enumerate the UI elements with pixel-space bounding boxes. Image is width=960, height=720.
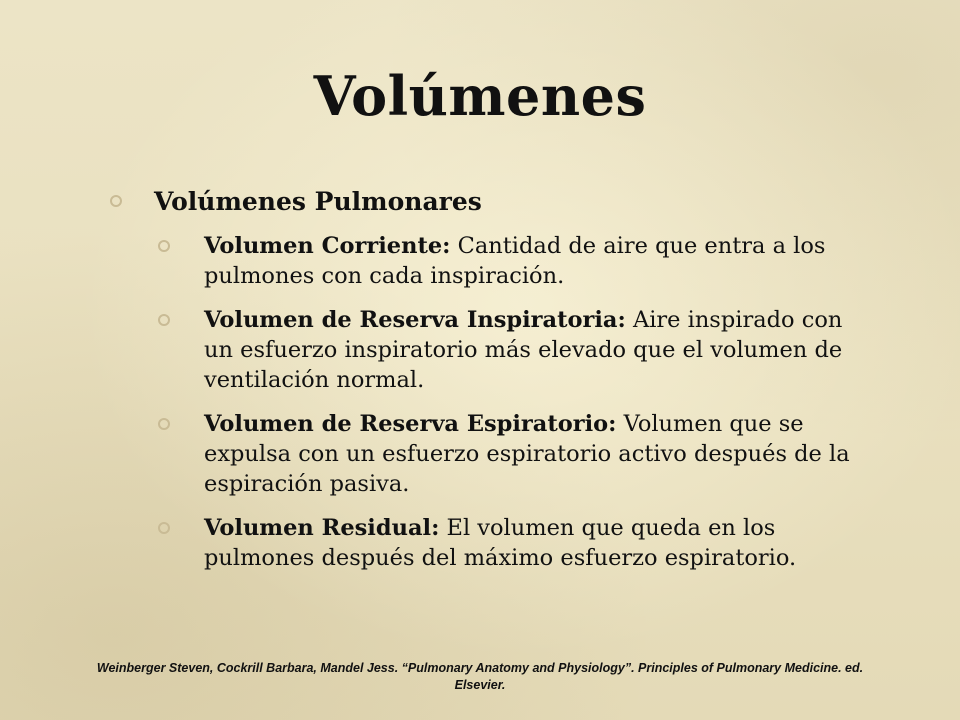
ring-bullet-icon [158, 522, 170, 534]
ring-bullet-icon [158, 314, 170, 326]
definition-item-reserva-inspiratoria [108, 305, 868, 395]
definition-text: Cantidad de aire que entra a los pulmones con cada inspiración. [204, 233, 826, 290]
definition-item-volumen-residual [108, 513, 868, 573]
section-heading-label: Volúmenes Pulmonares [154, 187, 482, 216]
definition-item-volumen-corriente [108, 231, 868, 291]
ring-bullet-icon [158, 240, 170, 252]
citation-footer: Weinberger Steven, Cockrill Barbara, Mandel Jess. “Pulmonary Anatomy and Physiology”. Principles of Pulmonary Medicine. ed. Elsevier. [96, 661, 864, 692]
definition-item-reserva-espiratorio [108, 409, 868, 499]
section-heading [108, 186, 868, 217]
definition-text: Aire inspirado con un esfuerzo inspiratorio más elevado que el volumen de ventilación normal. [204, 307, 843, 394]
definition-text: Volumen que se expulsa con un esfuerzo espiratorio activo después de la espiración pasiva. [204, 411, 850, 498]
definition-term: Volumen de Reserva Inspiratoria: [204, 307, 626, 334]
definition-term: Volumen de Reserva Espiratorio: [204, 411, 617, 438]
definition-list [108, 231, 868, 573]
definition-text: El volumen que queda en los pulmones después del máximo esfuerzo espiratorio. [204, 515, 797, 572]
ring-bullet-icon [110, 195, 122, 207]
slide-title: Volúmenes [313, 64, 647, 128]
slide-content [108, 186, 868, 587]
definition-term: Volumen Residual: [204, 515, 440, 542]
definition-term: Volumen Corriente: [204, 233, 451, 260]
ring-bullet-icon [158, 418, 170, 430]
